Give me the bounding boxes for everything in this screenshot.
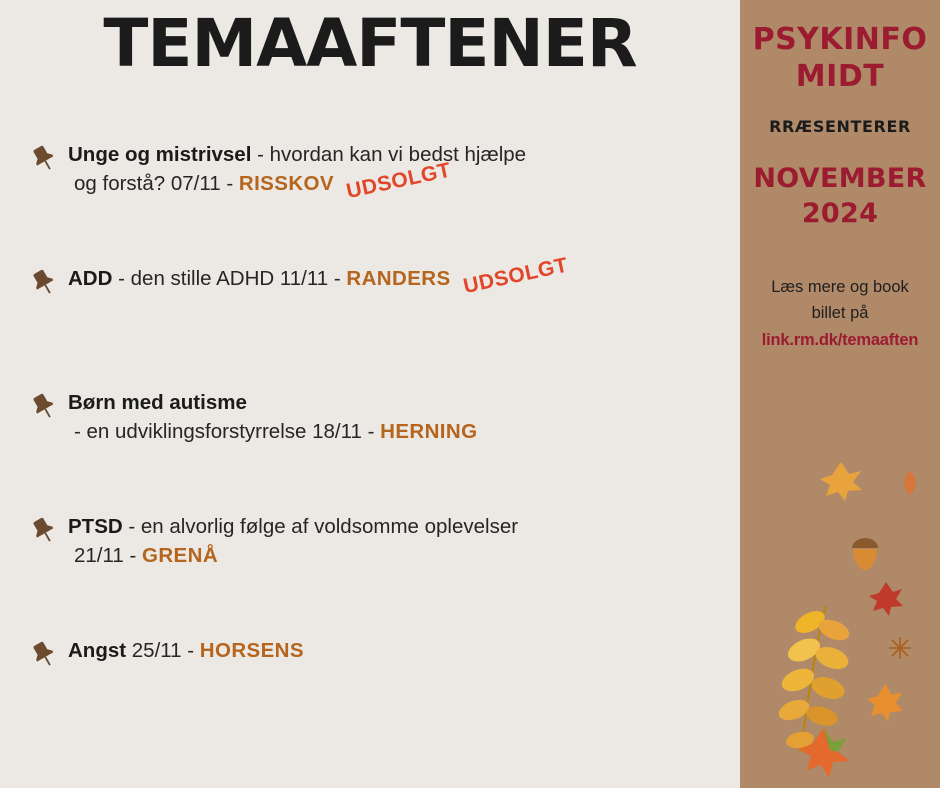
event-line-1 xyxy=(68,253,718,299)
event-line-2 xyxy=(68,541,718,570)
event-title: Unge og mistrivsel xyxy=(68,143,252,166)
list-item[interactable] xyxy=(0,636,740,696)
event-detail: 25/11 - xyxy=(126,639,200,662)
list-item[interactable] xyxy=(0,253,740,324)
pushpin-icon xyxy=(28,144,58,174)
poster-sidebar xyxy=(740,0,940,788)
booking-line-1: Læs mere og book xyxy=(771,278,909,297)
event-line-1 xyxy=(68,140,718,169)
event-line-2 xyxy=(68,158,718,204)
presents-label: RRÆSENTERER xyxy=(769,117,911,137)
event-title: Angst xyxy=(68,639,127,662)
month-label: NOVEMBER xyxy=(753,163,927,195)
pushpin-icon xyxy=(28,516,58,546)
list-item[interactable] xyxy=(0,388,740,448)
maple-leaf-icon xyxy=(866,682,904,724)
event-date: - en udviklingsforstyrrelse 18/11 - xyxy=(74,420,381,444)
pushpin-icon xyxy=(28,640,58,670)
event-place: RANDERS xyxy=(346,267,451,290)
event-detail: - en alvorlig følge af voldsomme oplevelser xyxy=(122,515,519,538)
booking-info xyxy=(740,275,940,354)
pushpin-icon xyxy=(28,392,58,422)
event-title: ADD xyxy=(68,267,113,290)
event-list xyxy=(0,140,740,760)
brand-line-2: MIDT xyxy=(795,58,885,94)
star-seed-icon xyxy=(888,636,912,660)
small-leaf-icon xyxy=(900,470,920,496)
event-title: PTSD xyxy=(68,515,123,538)
status-badge: UDSOLGT xyxy=(460,253,570,299)
maple-leaf-icon xyxy=(818,460,864,502)
year-label: 2024 xyxy=(801,197,879,229)
event-line-1 xyxy=(68,512,718,541)
event-place: HORSENS xyxy=(199,639,304,662)
event-detail: - hvordan kan vi bedst hjælpe xyxy=(251,143,527,166)
event-title: Børn med autisme xyxy=(68,391,247,414)
maple-leaf-icon xyxy=(868,580,904,618)
event-date: og forstå? 07/11 - xyxy=(74,172,239,196)
event-place: RISSKOV xyxy=(238,172,334,196)
event-line-1 xyxy=(68,636,718,665)
list-item[interactable] xyxy=(0,140,740,204)
event-date: 21/11 - xyxy=(74,544,142,568)
event-detail: - den stille ADHD 11/11 - xyxy=(112,267,347,290)
pushpin-icon xyxy=(28,268,58,298)
list-item[interactable] xyxy=(0,512,740,572)
brand-line-1: PSYKINFO xyxy=(752,22,928,57)
acorn-icon xyxy=(848,536,882,572)
page-title: TEMAAFTENER xyxy=(103,5,637,82)
date-block xyxy=(740,162,940,231)
booking-link[interactable]: link.rm.dk/temaaften xyxy=(761,331,919,350)
status-badge: UDSOLGT xyxy=(344,158,454,204)
event-line-1 xyxy=(68,388,718,417)
maple-leaf-icon xyxy=(796,726,852,780)
brand-block xyxy=(740,22,940,95)
event-place: HERNING xyxy=(380,420,478,444)
booking-line-2: billet på xyxy=(811,303,869,322)
event-place: GRENÅ xyxy=(142,544,219,568)
autumn-leaves-decoration xyxy=(740,440,940,788)
event-line-2 xyxy=(68,417,718,446)
